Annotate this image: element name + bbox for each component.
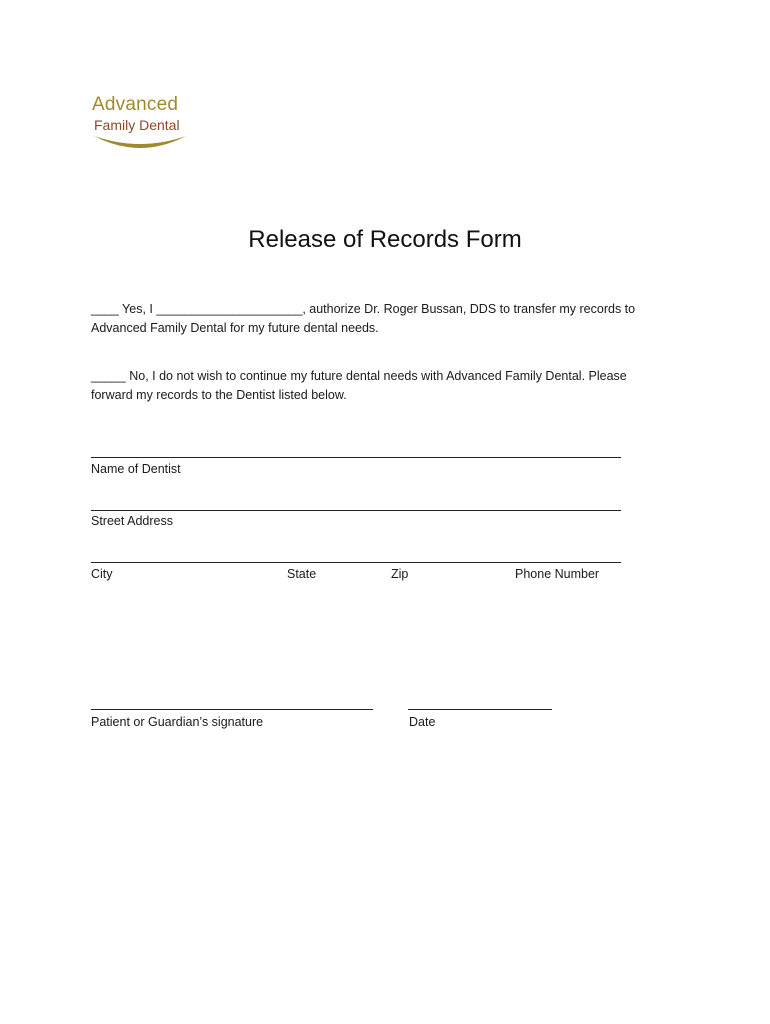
no-option-paragraph [91,367,651,405]
yes-option-line-1: ____ Yes, I _____________________, authorize Dr. Roger Bussan, DDS to transfer my records to [91,302,636,316]
street-address-line[interactable] [91,510,621,511]
no-option-line-2: forward my records to the Dentist listed below. [91,388,347,402]
company-logo [88,92,198,156]
signature-label: Patient or Guardian’s signature [91,715,264,729]
form-title: Release of Records Form [248,226,522,253]
logo-swoosh-icon [92,132,188,154]
zip-label: Zip [391,567,409,581]
signature-line[interactable] [91,709,373,710]
city-state-zip-phone-line[interactable] [91,562,621,563]
date-line[interactable] [408,709,552,710]
street-address-label: Street Address [91,514,173,528]
dentist-name-label: Name of Dentist [91,462,181,476]
dentist-name-line[interactable] [91,457,621,458]
yes-option-paragraph [91,300,651,338]
city-label: City [91,567,113,581]
yes-option-line-2: Advanced Family Dental for my future dental needs. [91,321,379,335]
logo-text-advanced: Advanced [92,94,179,115]
state-label: State [287,567,317,581]
no-option-line-1: _____ No, I do not wish to continue my future dental needs with Advanced Family Dental. Please [91,369,627,383]
phone-number-label: Phone Number [515,567,600,581]
date-label: Date [409,715,436,729]
logo-text-family-dental: Family Dental [94,117,180,133]
